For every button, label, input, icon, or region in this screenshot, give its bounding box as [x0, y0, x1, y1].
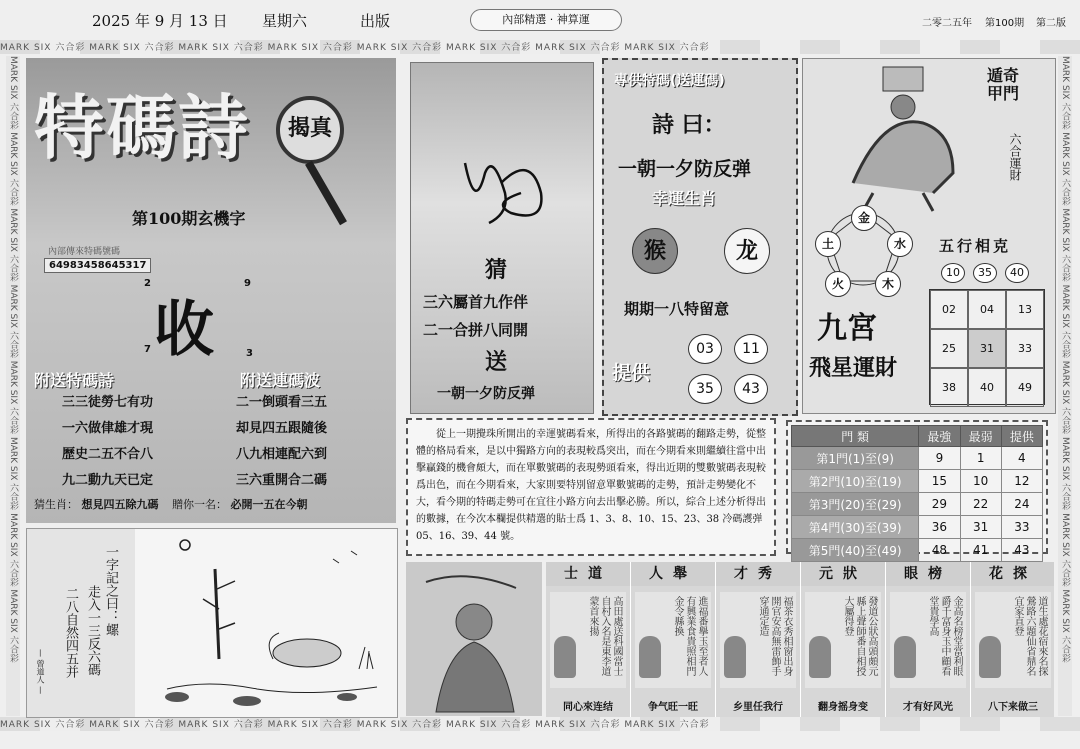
element-metal: 金	[851, 205, 877, 231]
category-footer: 翻身摇身变	[818, 702, 868, 713]
gate-stats-table	[791, 425, 1043, 562]
category-footer: 才有好风光	[903, 702, 953, 713]
category-title: 人舉	[631, 562, 715, 586]
poem-line: 却見四五跟隨後	[236, 421, 328, 436]
period-line: 期期一八特留意	[624, 300, 730, 318]
poem-line: 一朝一夕防反弹	[618, 158, 752, 180]
corner-number: 3	[246, 348, 253, 359]
table-cell: 10	[960, 470, 1001, 493]
magnifier-handle-icon	[305, 161, 347, 226]
table-cell: 41	[960, 539, 1001, 562]
one-word-text-box	[27, 529, 135, 717]
page-number: 第二版	[1036, 18, 1066, 29]
category-verse: 發道公狀高頭頗元縣上聲師番自相授大屬得登	[842, 596, 877, 676]
snail-bamboo-illustration	[137, 529, 395, 717]
category-verse: 金高名榜堂當利眼爵千富身玉中顧看堂貴學高	[927, 596, 962, 676]
warrior-horse-illustration	[833, 63, 963, 213]
palace-cell: 13	[1006, 290, 1044, 329]
lucky-zodiac-label: 幸運生肖	[652, 189, 717, 208]
category-column	[886, 562, 971, 717]
zodiac-dragon: 龙	[724, 228, 770, 274]
one-word-panel	[26, 528, 398, 718]
table-row	[792, 539, 1043, 562]
analysis-text: 從上一期攪珠所開出的幸運號碼看來，所得出的各路號碼的翻路走勢，從整體的格局看來，是以中獨路方向的表現較爲突出，而在今期看來則繼續往當中出擊贏錢的機會頗大，而在單數號碼的表現勢頭看來，得出近期的雙數號碼表現較爲出色，而在今期看來，大家則要特別留意單數號碼的走勢，預計走勢變化不大，看今期的特碼走勢可在宜往小路方向去出擊必勝。所以，綜合上述分析得出的數據，在今次本欄提供精選的貼士爲 1、3、8、10、15、23、38 冷碼護弹 05、16、39、44 號。	[406, 418, 776, 556]
poem-line: 三六重開合二碼	[236, 473, 328, 488]
table-header: 提供	[1001, 426, 1042, 447]
table-header: 門 類	[792, 426, 919, 447]
category-verse: 道生處花宿來名探鶯路六題仙省鼎名宜家直登	[1012, 596, 1047, 676]
poem-line: 九二動九天已定	[62, 473, 154, 488]
table-cell: 33	[1001, 516, 1042, 539]
category-footer: 同心來连结	[563, 702, 613, 713]
element-water: 水	[887, 231, 913, 257]
gift-label: 贈你一名：	[172, 498, 227, 511]
issue-number: 第100期	[985, 18, 1025, 29]
category-column	[801, 562, 886, 717]
figure-icon	[639, 636, 661, 678]
corner-number: 2	[144, 278, 151, 289]
magnifier-badge: 揭真	[276, 96, 344, 164]
table-header: 最強	[919, 426, 960, 447]
side-caption: 六合運財	[1008, 133, 1022, 181]
figure-icon	[724, 636, 746, 678]
center-badge: 內部精選 · 神算運	[470, 9, 622, 31]
gate-stats-table-box	[786, 420, 1048, 558]
flying-star-title: 飛星運財	[809, 355, 898, 381]
guess-label: 猜生肖：	[34, 498, 78, 511]
figure-icon	[894, 636, 916, 678]
category-footer: 争气旺一旺	[648, 702, 698, 713]
element-number: 40	[1005, 263, 1029, 283]
category-column	[631, 562, 716, 717]
table-cell: 第3門(20)至(29)	[792, 493, 919, 516]
table-cell: 43	[1001, 539, 1042, 562]
table-cell: 12	[1001, 470, 1042, 493]
code-number: 64983458645317	[44, 258, 151, 273]
element-fire: 火	[825, 271, 851, 297]
provide-number: 11	[734, 334, 768, 364]
top-strip: MARK SIX 六合彩 MARK SIX 六合彩 MARK SIX 六合彩 MARK SIX 六合彩 MARK SIX 六合彩 MARK SIX 六合彩 MARK SIX 六合彩 MARK SIX 六合彩	[0, 40, 1080, 54]
issue-date: 2025 年 9 月 13 日	[92, 12, 228, 30]
category-footer: 乡里任我行	[733, 702, 783, 713]
panel-title: 特碼詩	[34, 86, 250, 169]
zodiac-monkey: 猴	[632, 228, 678, 274]
category-title: 花探	[971, 562, 1054, 586]
code-caption: 內部傳來特碼號碼	[48, 247, 121, 257]
element-number: 35	[973, 263, 997, 283]
element-number: 10	[941, 263, 965, 283]
figure-icon	[979, 636, 1001, 678]
qimen-title: 遁奇 甲門	[987, 66, 1020, 103]
category-title: 才秀	[716, 562, 800, 586]
send-line: 一朝一夕防反弹	[437, 386, 535, 402]
figure-icon	[809, 636, 831, 678]
category-column	[716, 562, 801, 717]
figure-icon	[554, 636, 576, 678]
table-cell: 48	[919, 539, 960, 562]
table-cell: 29	[919, 493, 960, 516]
guess-caption: 猜	[485, 257, 508, 283]
one-word-line: 二八自然四五并	[63, 587, 78, 678]
guess-line	[34, 496, 308, 512]
panel-head: 專供特碼(送運碼)	[614, 73, 725, 89]
provide-number: 35	[688, 374, 722, 404]
category-title: 元狀	[801, 562, 885, 586]
table-cell: 第5門(40)至(49)	[792, 539, 919, 562]
one-word-line: 走入一三反六碼	[85, 585, 100, 676]
gift-value: 必開一五在今朝	[230, 498, 308, 511]
poem-line: 一六做侓雄才現	[62, 421, 154, 436]
bottom-strip: MARK SIX 六合彩 MARK SIX 六合彩 MARK SIX 六合彩 MARK SIX 六合彩 MARK SIX 六合彩 MARK SIX 六合彩 MARK SIX 六合彩 MARK SIX 六合彩	[0, 717, 1080, 731]
poem-line: 歷史二五不合八	[62, 447, 154, 462]
nine-palace-grid	[929, 289, 1045, 405]
section-heading: 附送連碼波	[240, 371, 321, 390]
category-title: 眼榜	[886, 562, 970, 586]
signature-scrawl	[451, 143, 561, 233]
element-wood: 木	[875, 271, 901, 297]
poem-line: 八九相連配六到	[236, 447, 328, 462]
category-footer: 八下来做三	[988, 702, 1038, 713]
issue-line: 第100期玄機字	[132, 209, 246, 228]
palace-cell: 31	[968, 329, 1006, 368]
guess-value: 想見四五除九碼	[81, 498, 159, 511]
category-verse: 高田處送科國當士自村入名是東李道蒙首來揚	[587, 596, 622, 676]
publish-label: 出版	[360, 12, 391, 30]
table-cell: 31	[960, 516, 1001, 539]
palace-cell: 04	[968, 290, 1006, 329]
one-word-title: 一字記之曰：螺	[103, 545, 118, 636]
five-elements-title: 五行相克	[939, 237, 1012, 255]
category-column	[546, 562, 631, 717]
scholar-rank-categories	[546, 562, 1054, 717]
table-row	[792, 470, 1043, 493]
palace-cell: 40	[968, 368, 1006, 407]
weekday: 星期六	[262, 12, 308, 30]
special-code-poem-panel	[26, 58, 396, 523]
palace-cell: 33	[1006, 329, 1044, 368]
table-cell: 9	[919, 447, 960, 470]
table-cell: 22	[960, 493, 1001, 516]
table-cell: 第1門(1)至(9)	[792, 447, 919, 470]
table-cell: 第2門(10)至(19)	[792, 470, 919, 493]
guess-line: 二一合拼八同開	[423, 321, 529, 339]
poem-line: 三三徒勞七有功	[62, 395, 154, 410]
special-poem	[62, 390, 153, 494]
poem-label: 詩 曰：	[652, 112, 726, 138]
section-heading: 附送特碼詩	[34, 371, 115, 390]
table-row	[792, 516, 1043, 539]
table-cell: 1	[960, 447, 1001, 470]
nine-palace-title: 九宮	[817, 311, 877, 346]
hidden-character: 收	[154, 295, 214, 365]
category-title: 士道	[546, 562, 630, 586]
right-strip: MARK SIX 六合彩 MARK SIX 六合彩 MARK SIX 六合彩 MARK SIX 六合彩 MARK SIX 六合彩 MARK SIX 六合彩 MARK SIX 六合彩 MARK SIX 六合彩	[1058, 56, 1072, 716]
author-sign: — 曾道人 —	[36, 649, 45, 695]
poem-line: 二一倒頭看三五	[236, 395, 328, 410]
provide-number: 43	[734, 374, 768, 404]
guess-send-panel	[410, 62, 594, 414]
scholar-illustration	[406, 562, 542, 716]
special-provide-panel	[602, 58, 798, 416]
table-cell: 第4門(30)至(39)	[792, 516, 919, 539]
table-cell: 36	[919, 516, 960, 539]
table-cell: 24	[1001, 493, 1042, 516]
left-strip: MARK SIX 六合彩 MARK SIX 六合彩 MARK SIX 六合彩 MARK SIX 六合彩 MARK SIX 六合彩 MARK SIX 六合彩 MARK SIX 六合彩 MARK SIX 六合彩	[6, 56, 20, 716]
table-cell: 4	[1001, 447, 1042, 470]
table-header: 最弱	[960, 426, 1001, 447]
category-verse: 進福番擧玉至者人有興業食貴照相門金令縣換	[672, 596, 707, 676]
guess-line: 三六屬首九作伴	[423, 293, 529, 311]
corner-number: 9	[244, 278, 251, 289]
five-elements-panel	[802, 58, 1056, 414]
link-poem	[236, 390, 327, 494]
palace-cell: 02	[930, 290, 968, 329]
palace-cell: 49	[1006, 368, 1044, 407]
palace-cell: 25	[930, 329, 968, 368]
category-verse: 福茶衣秀相窗出身開官安高無雷飾手穿通定造	[757, 596, 792, 676]
element-earth: 土	[815, 231, 841, 257]
category-column	[971, 562, 1054, 717]
palace-cell: 38	[930, 368, 968, 407]
provide-number: 03	[688, 334, 722, 364]
table-row	[792, 493, 1043, 516]
send-caption: 送	[485, 349, 508, 375]
table-cell: 15	[919, 470, 960, 493]
provide-label: 提供	[612, 362, 651, 384]
year-cn: 二零二五年	[922, 18, 972, 29]
table-row	[792, 447, 1043, 470]
corner-number: 7	[144, 344, 151, 355]
